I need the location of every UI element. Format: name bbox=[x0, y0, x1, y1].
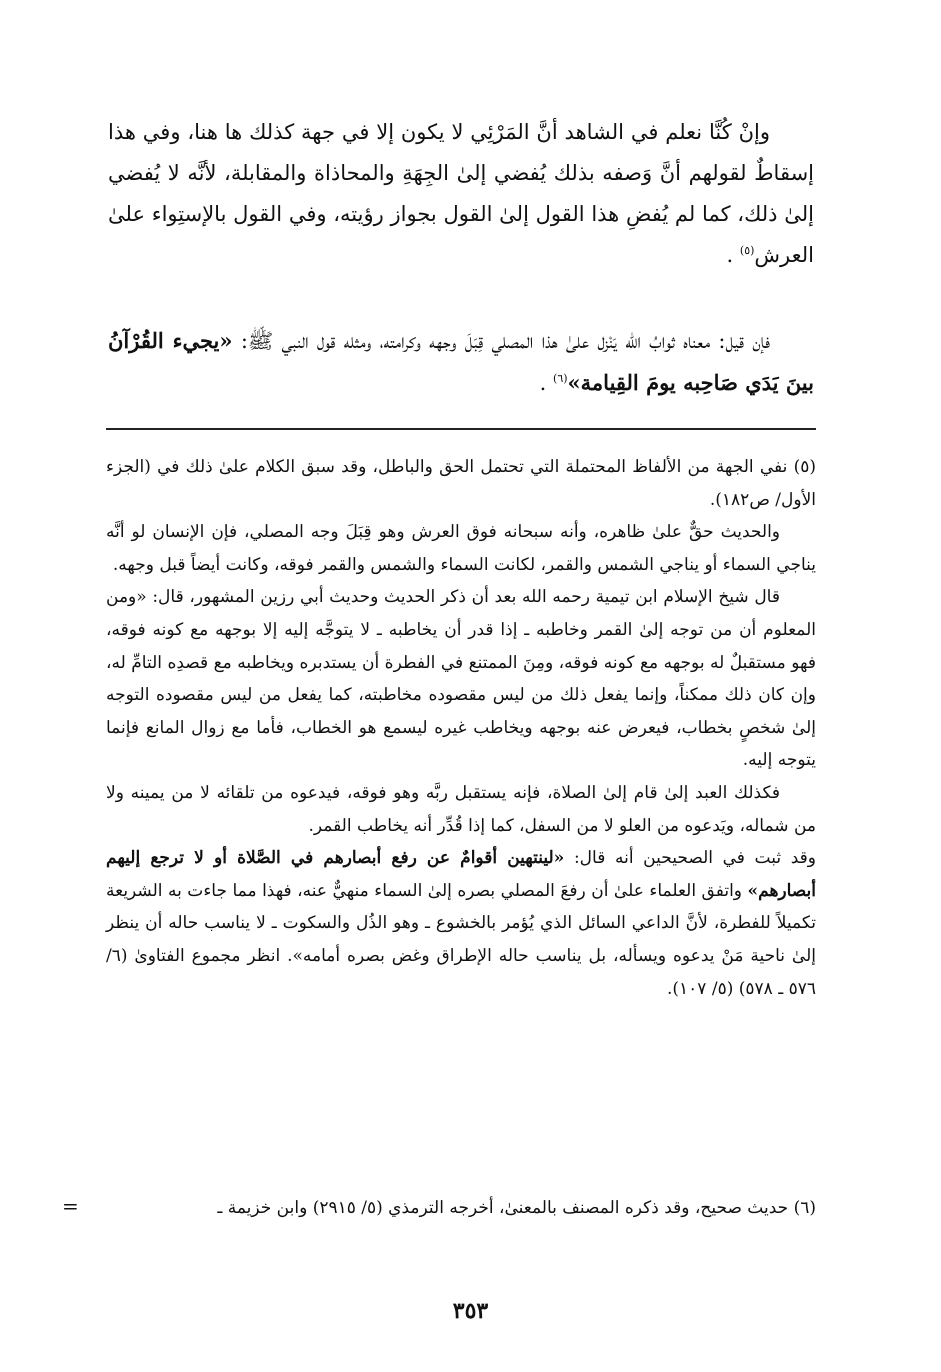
footnote-ref-5[interactable]: (٥) bbox=[739, 244, 755, 257]
footnote-5-para-4: فكذلك العبد إلىٰ قام إلىٰ الصلاة، فإنه يستقبل ربَّه وهو فوقه، فيدعوه من تلقائه لا من يمينه ولا من شماله، ويَدعوه من العلو لا من السفل، كما إذا قُدِّر أنه يخاطب القمر. bbox=[106, 782, 816, 836]
footnote-5-para-2: والحديث حقٌّ علىٰ ظاهره، وأنه سبحانه فوق العرش وهو قِبَلَ وجه المصلي، فإن الإنسان لو أنَّه يناجي السماء أو يناجي الشمس والقمر، لكانت السماء والشمس والقمر فوقه، وكانت أيضاً قبل وجهه. bbox=[106, 522, 816, 575]
footnote-5-para-5-lead: وقد ثبت في الصحيحين أنه قال: bbox=[573, 848, 816, 869]
main-paragraph-1 bbox=[108, 112, 814, 276]
main-paragraph-2-end: . bbox=[539, 371, 547, 395]
footnote-5-para-5 bbox=[106, 842, 816, 1005]
footnote-5-hadith: «لينتهين أقوامٌ عن رفع أبصارهم في الصَّلاة أو لا ترجع إليهم أبصارهم» bbox=[106, 848, 816, 901]
footnote-5-number: (٥) bbox=[793, 457, 816, 477]
main-paragraph-2 bbox=[108, 320, 814, 404]
footnote-ref-6[interactable]: (٦) bbox=[553, 372, 568, 385]
footnote-5 bbox=[106, 451, 816, 1005]
main-paragraph-1-text: وإنْ كُنَّا نعلم في الشاهد أنَّ المَرْئِي لا يكون إلا في جهة كذلك ها هنا، وفي هذا إسقاطٌ لقولهم أنَّ وَصفه بذلك يُفضي إلىٰ الجِهَةِ والمحاذاة والمقابلة، لأنَّه لا يُفضي إلىٰ ذلك، كما لم يُفضِ هذا القول إلىٰ القول بجواز رؤيته، وفي القول بالإستِواء علىٰ العرش bbox=[108, 120, 814, 267]
main-paragraph-1-end: . bbox=[726, 243, 734, 267]
footnote-5-para-3: قال شيخ الإسلام ابن تيمية رحمه الله بعد أن ذكر الحديث وحديث أبي رزين المشهور، قال: «ومن المعلوم أن من توجه إلىٰ القمر وخاطبه ـ إذا قدر أن يخاطبه ـ لا يتوجَّه إليه إلا بوجهه مع كونه فوقه، فهو مستقبلٌ له بوجهه مع كونه فوقه، ومِنَ الممتنع في الفطرة أن يستدبره ويخاطبه مع قصدِه التامِّ له، وإن كان ذلك ممكناً، وإنما يفعل ذلك من ليس مقصوده مخاطبته، كما يفعل من ليس مقصوده التوجه إلىٰ شخصٍ بخطاب، فيعرض عنه بوجهه ويخاطب غيره ليسمع هو الخطاب، فأما مع زوال المانع فإنما يتوجه إليه. bbox=[106, 587, 816, 771]
page-number: ٣٥٣ bbox=[452, 1298, 489, 1324]
main-paragraph-2-text: فإن قيل: معناه ثوابُ الله يَنْزل علىٰ هذا المصلي قِبَلَ وجهه وكرامته، ومثله قول النبي ﷺ: bbox=[240, 329, 770, 353]
footnote-6-number: (٦) bbox=[793, 1198, 816, 1218]
footnote-separator bbox=[106, 428, 816, 430]
footnote-6 bbox=[106, 1192, 816, 1225]
footnote-5-para-5-rest: واتفق العلماء علىٰ أن رفعَ المصلي بصره إلىٰ السماء منهيٌّ عنه، فهذا مما جاءت به الشريعة تكميلاً للفطرة، لأنَّ الداعي السائل الذي يُؤمر بالخشوع ـ وهو الذُل والسكوت ـ لا يناسب حاله أن ينظر إلىٰ ناحية مَنْ يدعوه ويسأله، بل يناسب حاله الإطراق وغض بصره أمامه». انظر مجموع الفتاوىٰ (٦/ ٥٧٦ ـ ٥٧٨) (٥/ ١٠٧). bbox=[106, 880, 816, 999]
footnote-6-text: حديث صحيح، وقد ذكره المصنف بالمعنىٰ، أخرجه الترمذي (٥/ ٢٩١٥) وابن خزيمة ـ bbox=[217, 1198, 789, 1218]
continuation-mark: = bbox=[62, 1194, 79, 1218]
footnote-5-intro: نفي الجهة من الألفاظ المحتملة التي تحتمل الحق والباطل، وقد سبق الكلام علىٰ ذلك في (الجزء الأول/ ص١٨٢). bbox=[106, 457, 816, 510]
hadith-quote: «يجيء القُرْآنُ بينَ يَدَي صَاحِبه يومَ القِيامة» bbox=[108, 328, 814, 395]
